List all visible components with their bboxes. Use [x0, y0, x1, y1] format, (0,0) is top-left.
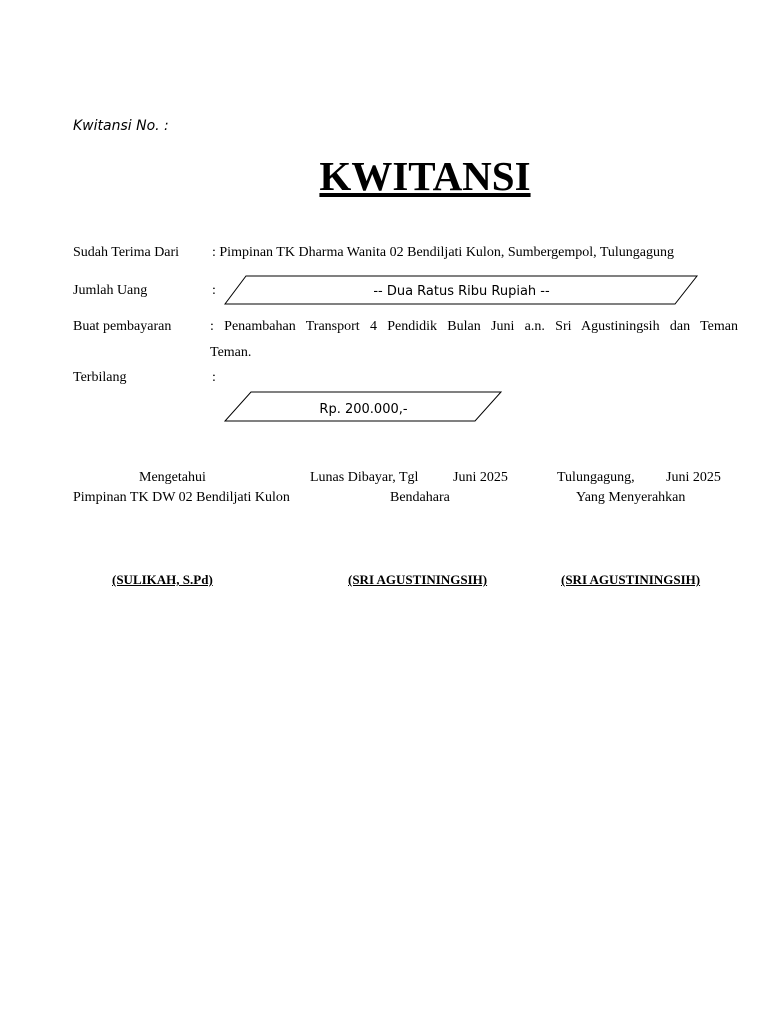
signature-col3-name: (SRI AGUSTININGSIH)	[561, 572, 701, 587]
in-figures-label: Terbilang	[73, 370, 127, 385]
signature-col2-name: (SRI AGUSTININGSIH)	[348, 572, 488, 587]
signature-col1-name: (SULIKAH, S.Pd)	[112, 572, 213, 587]
amount-colon: :	[212, 283, 216, 298]
signature-col2-role: Bendahara	[390, 490, 450, 505]
received-from-label: Sudah Terima Dari	[73, 245, 180, 260]
signature-col2-month: Juni 2025	[453, 470, 508, 485]
signature-col3-heading: Tulungagung,	[557, 470, 635, 485]
purpose-value-line2: Teman.	[210, 345, 252, 360]
page-title: KWITANSI	[319, 153, 531, 199]
signature-col1-role: Pimpinan TK DW 02 Bendiljati Kulon	[73, 490, 290, 505]
signature-col1-heading: Mengetahui	[139, 470, 206, 485]
amount-label: Jumlah Uang	[73, 283, 148, 298]
receipt-number-label: Kwitansi No. :	[73, 118, 169, 134]
signature-col2-heading: Lunas Dibayar, Tgl	[310, 470, 419, 485]
signature-col3-role: Yang Menyerahkan	[576, 490, 686, 505]
amount-figures-text: Rp. 200.000,-	[319, 402, 408, 417]
amount-figures-box	[224, 391, 503, 423]
amount-words-box	[224, 275, 699, 306]
purpose-label: Buat pembayaran	[73, 319, 172, 334]
signature-col3-month: Juni 2025	[666, 470, 721, 485]
received-from-value: : Pimpinan TK Dharma Wanita 02 Bendiljati Kulon, Sumbergempol, Tulungagung	[212, 245, 675, 260]
purpose-value-line1: : Penambahan Transport 4 Pendidik Bulan Juni a.n. Sri Agustiningsih dan Teman	[210, 319, 738, 334]
amount-words-text: -- Dua Ratus Ribu Rupiah --	[373, 284, 550, 299]
in-figures-colon: :	[212, 370, 216, 385]
